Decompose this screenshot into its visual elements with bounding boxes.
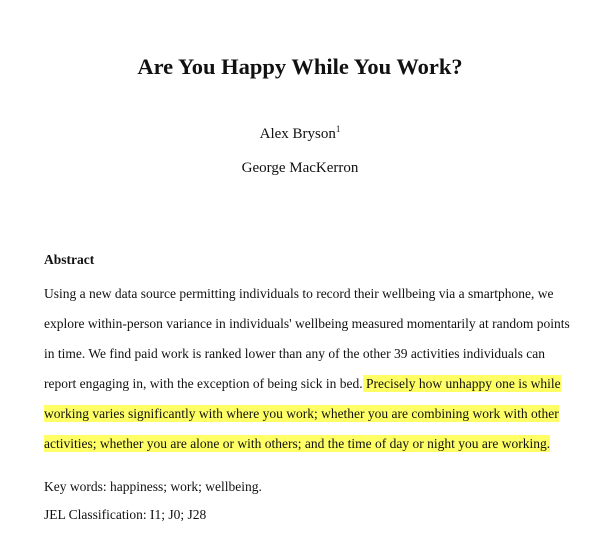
abstract-line-4-text: report engaging in, with the exception of being sick in bed. (44, 376, 363, 391)
author-1-name: Alex Bryson (259, 126, 336, 142)
abstract-line-2 (44, 309, 574, 339)
author-1-footnote-marker: 1 (335, 124, 341, 134)
abstract-heading: Abstract (44, 252, 95, 267)
author-1 (0, 124, 600, 144)
abstract-line-2-text: explore within-person variance in individuals' wellbeing measured momentarily at random points (44, 316, 570, 331)
abstract-line-5 (44, 399, 574, 429)
abstract-line-6-highlight: activities; whether you are alone or with others; and the time of day or night you are working. (44, 436, 551, 451)
jel-classification: JEL Classification: I1; J0; J28 (44, 507, 207, 522)
abstract-line-4-highlight: Precisely how unhappy one is while (362, 376, 561, 391)
author-2 (0, 158, 600, 178)
abstract-body (44, 279, 574, 459)
abstract-line-1 (44, 279, 574, 309)
paper-title: Are You Happy While You Work? (137, 54, 463, 79)
abstract-line-5-highlight: working varies significantly with where you work; whether you are combining work with other (44, 406, 559, 421)
author-2-name: George MacKerron (241, 160, 359, 176)
abstract-line-6 (44, 429, 574, 459)
abstract-line-3-text: in time. We find paid work is ranked lower than any of the other 39 activities individuals can (44, 346, 546, 361)
abstract-line-3 (44, 339, 574, 369)
abstract-line-4 (44, 369, 574, 399)
abstract-line-1-text: Using a new data source permitting individuals to record their wellbeing via a smartphone, we (44, 286, 554, 301)
keywords: Key words: happiness; work; wellbeing. (44, 479, 262, 494)
